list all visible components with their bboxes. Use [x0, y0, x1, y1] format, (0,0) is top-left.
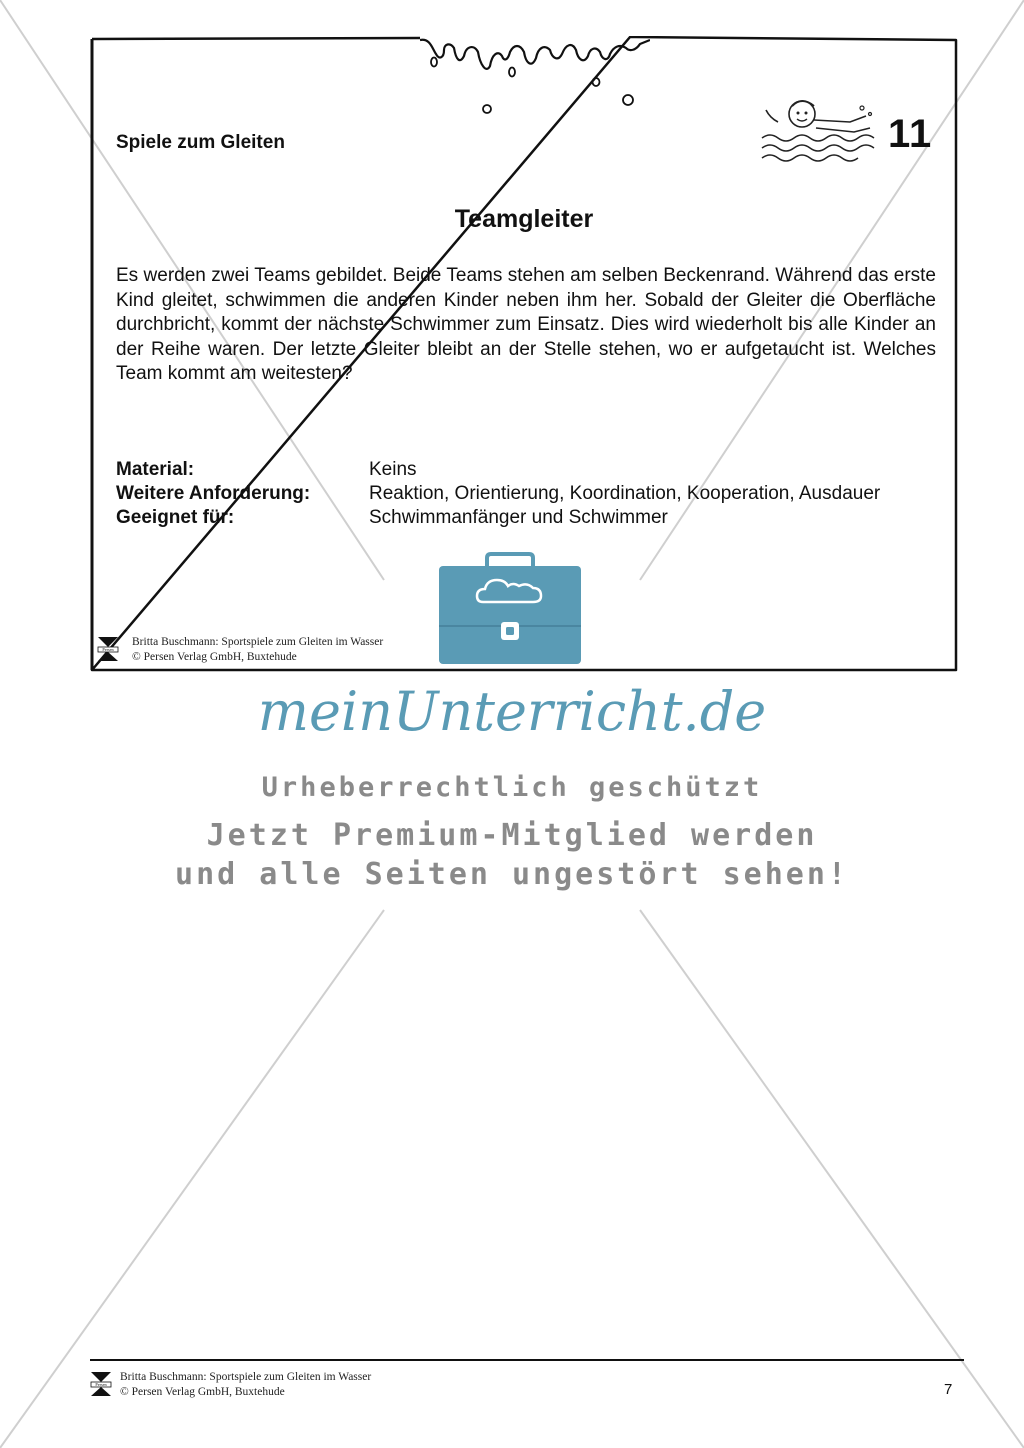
svg-text:Persen: Persen	[95, 1382, 107, 1387]
persen-logo-icon	[97, 636, 119, 662]
watermark-line2: Jetzt Premium-Mitglied werden	[206, 818, 818, 853]
requirements-label: Weitere Anforderung:	[116, 483, 311, 504]
watermark-brand: meinUnterricht.de	[257, 680, 767, 743]
briefcase-cloud-icon	[437, 552, 583, 666]
swimmer-illustration-icon	[758, 92, 880, 166]
card-credit-line2: © Persen Verlag GmbH, Buxtehude	[132, 651, 297, 663]
card-description: Es werden zwei Teams gebildet. Beide Teams stehen am selben Beckenrand. Während das erste Kind gleitet, schwimmen die anderen Kinder neben ihm her. Sobald der Gleiter die Oberfläche durchbricht, kommt der nächste Schwimmer zum Einsatz. Dies wird wiederholt bis alle Kinder an der Reihe waren. Der letzte Gleiter bleibt an der Stelle stehen, wo er aufgetaucht ist. Welches Team kommt am weitesten?	[116, 265, 936, 384]
card-credit	[132, 635, 383, 665]
card-title: Teamgleiter	[454, 205, 594, 233]
persen-logo-icon	[90, 1371, 112, 1397]
water-drip-decoration	[420, 30, 650, 115]
requirements-value: Reaktion, Orientierung, Koordination, Kooperation, Ausdauer	[369, 483, 881, 504]
footer-rule	[90, 1359, 964, 1361]
footer-credit-line2: © Persen Verlag GmbH, Buxtehude	[120, 1386, 285, 1398]
footer-credit-line1: Britta Buschmann: Sportspiele zum Gleiten im Wasser	[120, 1371, 372, 1383]
section-title: Spiele zum Gleiten	[116, 132, 285, 153]
card-credit-line1: Britta Buschmann: Sportspiele zum Gleiten im Wasser	[132, 636, 384, 648]
material-label: Material:	[116, 459, 195, 480]
suitable-value: Schwimmanfänger und Schwimmer	[369, 507, 668, 528]
material-value: Keins	[369, 459, 417, 480]
suitable-label: Geeignet für:	[116, 507, 235, 528]
watermark-line3: und alle Seiten ungestört sehen!	[175, 857, 849, 892]
page-number: 7	[944, 1381, 953, 1398]
svg-text:Persen: Persen	[102, 647, 114, 652]
card-number: 11	[888, 112, 933, 156]
watermark-line1: Urheberrechtlich geschützt	[261, 772, 763, 803]
footer-credit	[120, 1370, 371, 1400]
